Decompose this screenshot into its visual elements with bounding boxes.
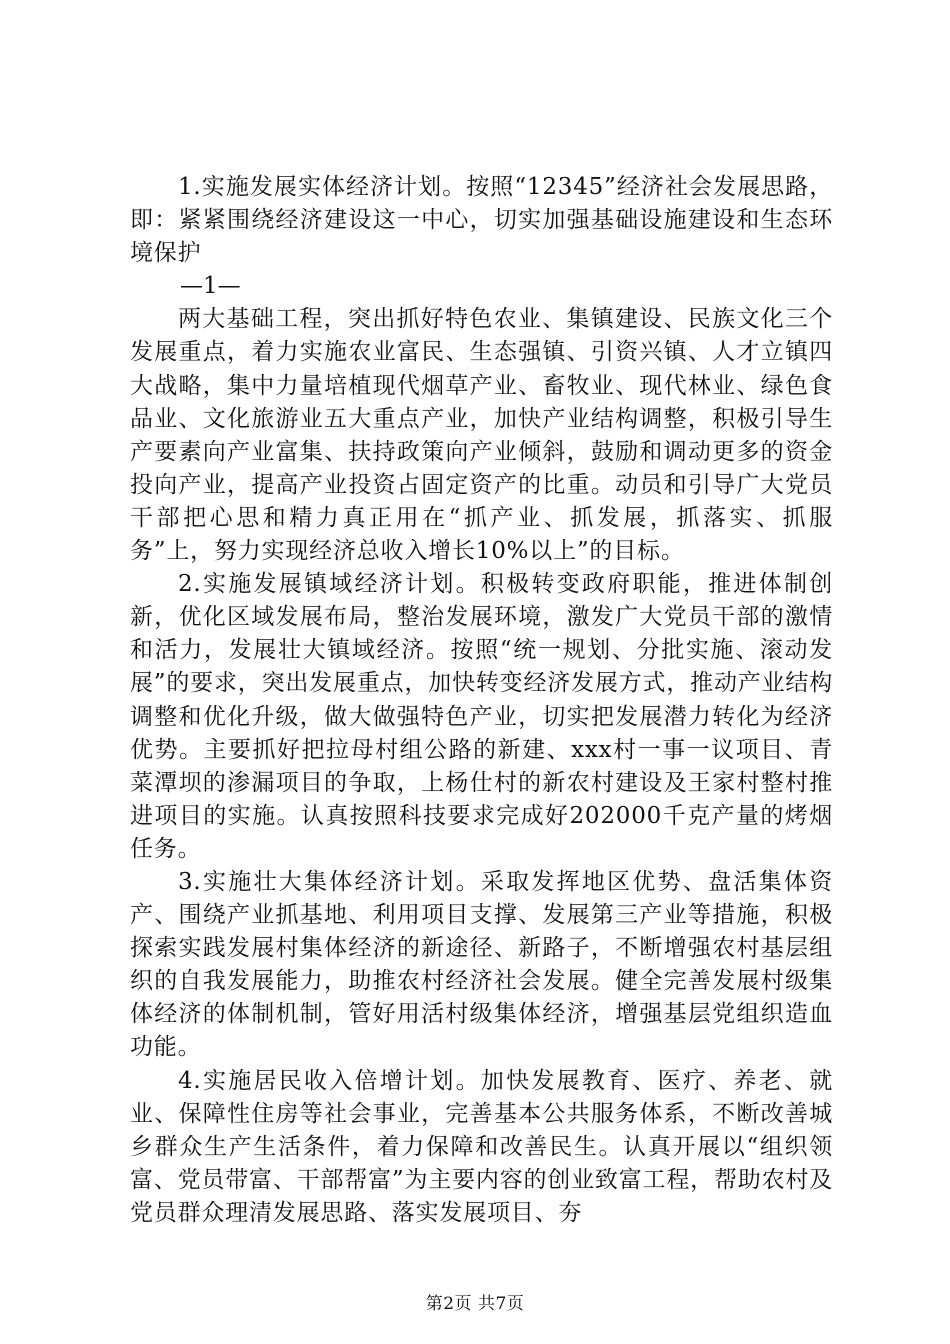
document-body xyxy=(130,171,833,1230)
paragraph-1: 1.实施发展实体经济计划。按照“12345”经济社会发展思路，即：紧紧围绕经济建设这一中心，切实加强基础设施建设和生态环境保护 xyxy=(130,174,833,267)
paragraph-2: 两大基础工程，突出抓好特色农业、集镇建设、民族文化三个发展重点，着力实施农业富民、生态强镇、引资兴镇、人才立镇四大战略，集中力量培植现代烟草产业、畜牧业、现代林业、绿色食品业、文化旅游业五大重点产业，加快产业结构调整，积极引导生产要素向产业富集、扶持政策向产业倾斜，鼓励和调动更多的资金投向产业，提高产业投资占固定资产的比重。动员和引导广大党员干部把心思和精力真正用在“抓产业、抓发展，抓落实、抓服务”上，努力实现经济总收入增长10%以上”的目标。 xyxy=(130,306,833,565)
inline-page-number: —1— xyxy=(180,273,241,300)
page-footer: 第2页 共7页 xyxy=(425,1294,525,1314)
paragraph-3: 2.实施发展镇域经济计划。积极转变政府职能，推进体制创新，优化区域发展布局，整治发展环境，激发广大党员干部的激情和活力，发展壮大镇域经济。按照“统一规划、分批实施、滚动发展”的要求，突出发展重点，加快转变经济发展方式，推动产业结构调整和优化升级，做大做强特色产业，切实把发展潜力转化为经济优势。主要抓好把拉母村组公路的新建、xxx村一事一议项目、青菜潭坝的渗漏项目的争取，上杨仕村的新农村建设及王家村整村推进项目的实施。认真按照科技要求完成好202000千克产量的烤烟任务。 xyxy=(130,571,833,862)
paragraph-5: 4.实施居民收入倍增计划。加快发展教育、医疗、养老、就业、保障性住房等社会事业，完善基本公共服务体系，不断改善城乡群众生产生活条件，着力保障和改善民生。认真开展以“组织领富、党员带富、干部帮富”为主要内容的创业致富工程，帮助农村及党员群众理清发展思路、落实发展项目、夯 xyxy=(130,1067,833,1226)
paragraph-4: 3.实施壮大集体经济计划。采取发挥地区优势、盘活集体资产、围绕产业抓基地、利用项目支撑、发展第三产业等措施，积极探索实践发展村集体经济的新途径、新路子，不断增强农村基层组织的自我发展能力，助推农村经济社会发展。健全完善发展村级集体经济的体制机制，管好用活村级集体经济，增强基层党组织造血功能。 xyxy=(130,868,833,1061)
